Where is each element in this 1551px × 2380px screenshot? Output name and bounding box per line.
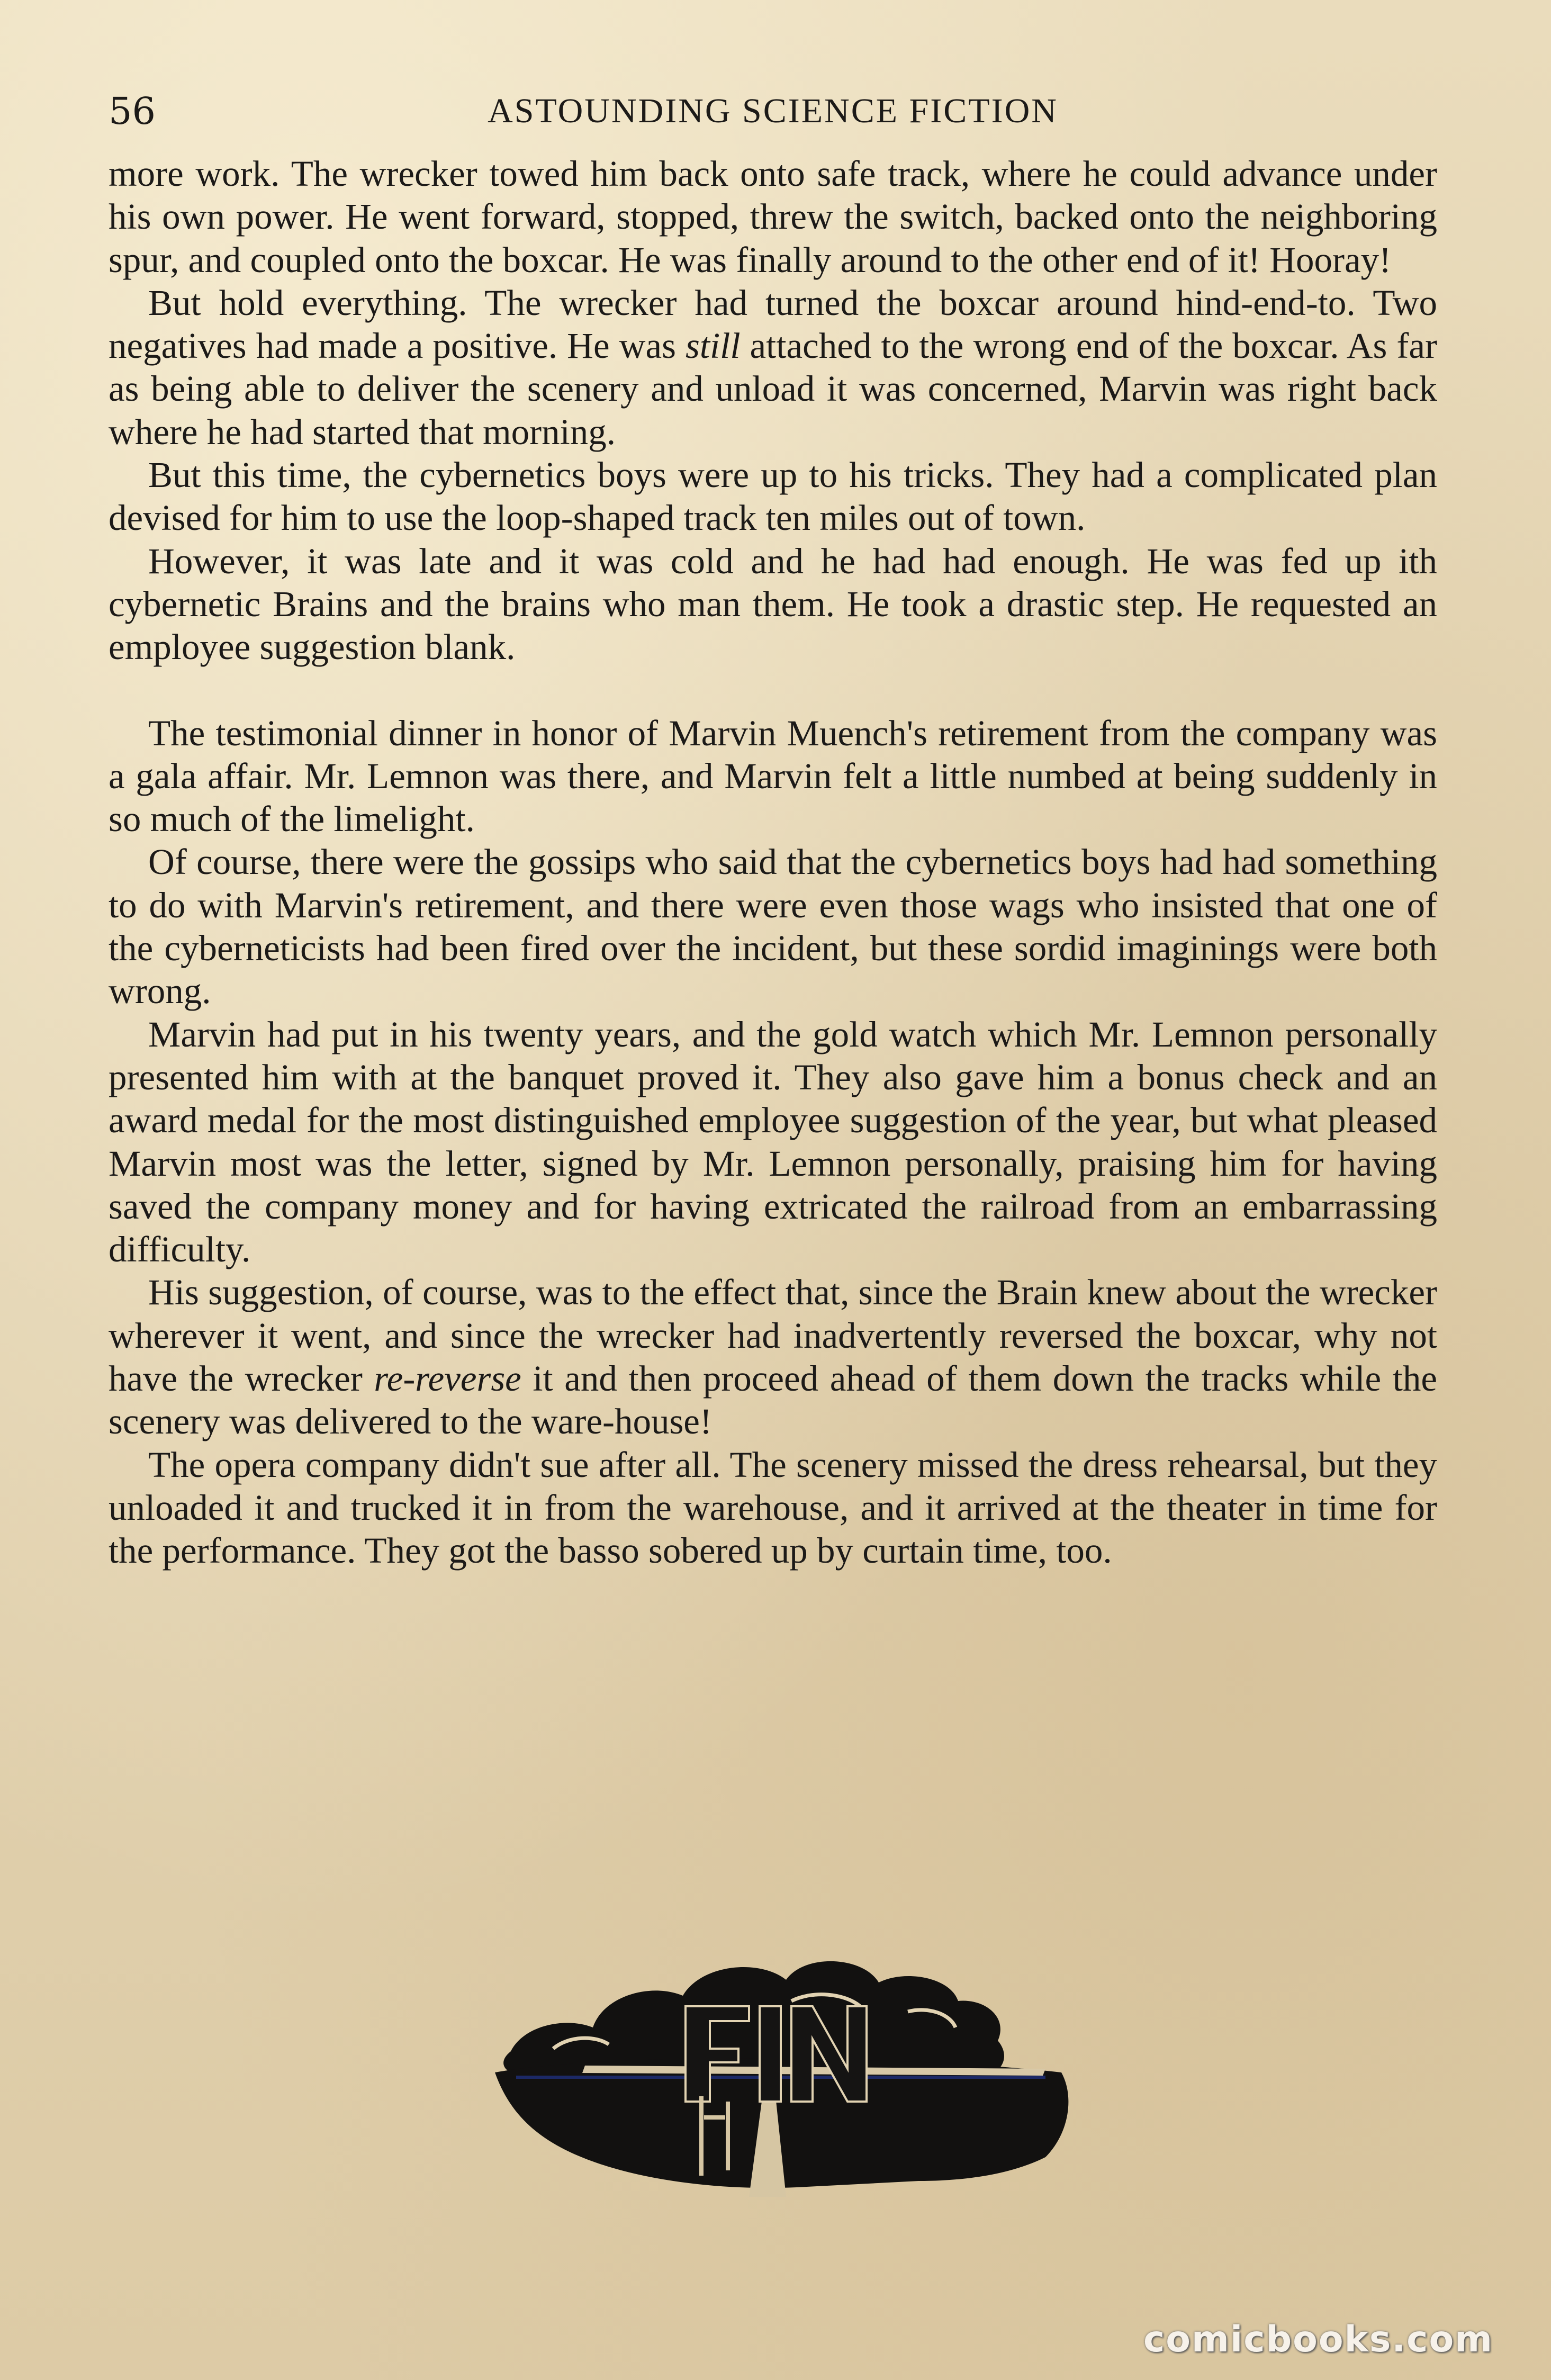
paragraph: more work. The wrecker towed him back onto safe track, where he could advance under his own power. He went forward, stopped, threw the switch, backed onto the neighboring spur, and coupled onto the boxcar. He was finally around to the other end of it! Hooray!: [109, 154, 1437, 280]
story-text: [109, 152, 1437, 1573]
paragraph: But this time, the cybernetics boys were up to his tricks. They had a complicated plan devised for him to use the loop-shaped track ten miles out of town.: [109, 455, 1437, 538]
italic-emphasis: re-reverse: [374, 1358, 521, 1399]
fin-vignette-icon: [474, 1927, 1088, 2213]
italic-emphasis: still: [685, 326, 741, 366]
page-header: [109, 85, 1437, 138]
paragraph: The opera company didn't sue after all. The scenery missed the dress rehearsal, but they unloaded it and trucked it in from the warehouse, and it arrived at the theater in time for the performance. They got the basso sobered up by curtain time, too.: [109, 1444, 1437, 1571]
paragraph: Marvin had put in his twenty years, and the gold watch which Mr. Lemnon personally presented him with at the banquet proved it. They also gave him a bonus check and an award medal for the most distinguished employee suggestion of the year, but what pleased Marvin most was the letter, signed by Mr. Lemnon personally, praising him for having saved the company money and for having extricated the railroad from an embarrassing difficulty.: [109, 1014, 1437, 1270]
paragraph: But hold everything. The wrecker had turned the boxcar around hind-end-to. Two negatives had made a positive. He was still attached to the wrong end of the boxcar. As far as being able to deliver the scenery and unload it was concerned, Marvin was right back where he had started that morning.: [109, 282, 1437, 452]
paragraph: The testimonial dinner in honor of Marvin Muench's retirement from the company was a gala affair. Mr. Lemnon was there, and Marvin felt a little numbed at being suddenly in so much of the limelight.: [109, 713, 1437, 840]
paragraph: However, it was late and it was cold and he had had enough. He was fed up ith cybernetic Brains and the brains who man them. He took a drastic step. He requested an employee suggestion blank.: [109, 540, 1437, 668]
paragraph: His suggestion, of course, was to the effect that, since the Brain knew about the wrecker wherever it went, and since the wrecker had inadvertently reversed the boxcar, why not have the wrecker re-reverse it and then proceed ahead of them down the tracks while the scenery was delivered to the ware-house!: [109, 1272, 1437, 1442]
running-head: ASTOUNDING SCIENCE FICTION: [488, 92, 1058, 130]
paragraph: Of course, there were the gossips who said that the cybernetics boys had had something to do with Marvin's retirement, and there were even those wags who insisted that one of the cyberneticists had been fired over the incident, but these sordid imaginings were both wrong.: [109, 842, 1437, 1012]
watermark: comicbooks.com: [1143, 2319, 1494, 2360]
page-number: 56: [109, 89, 156, 133]
